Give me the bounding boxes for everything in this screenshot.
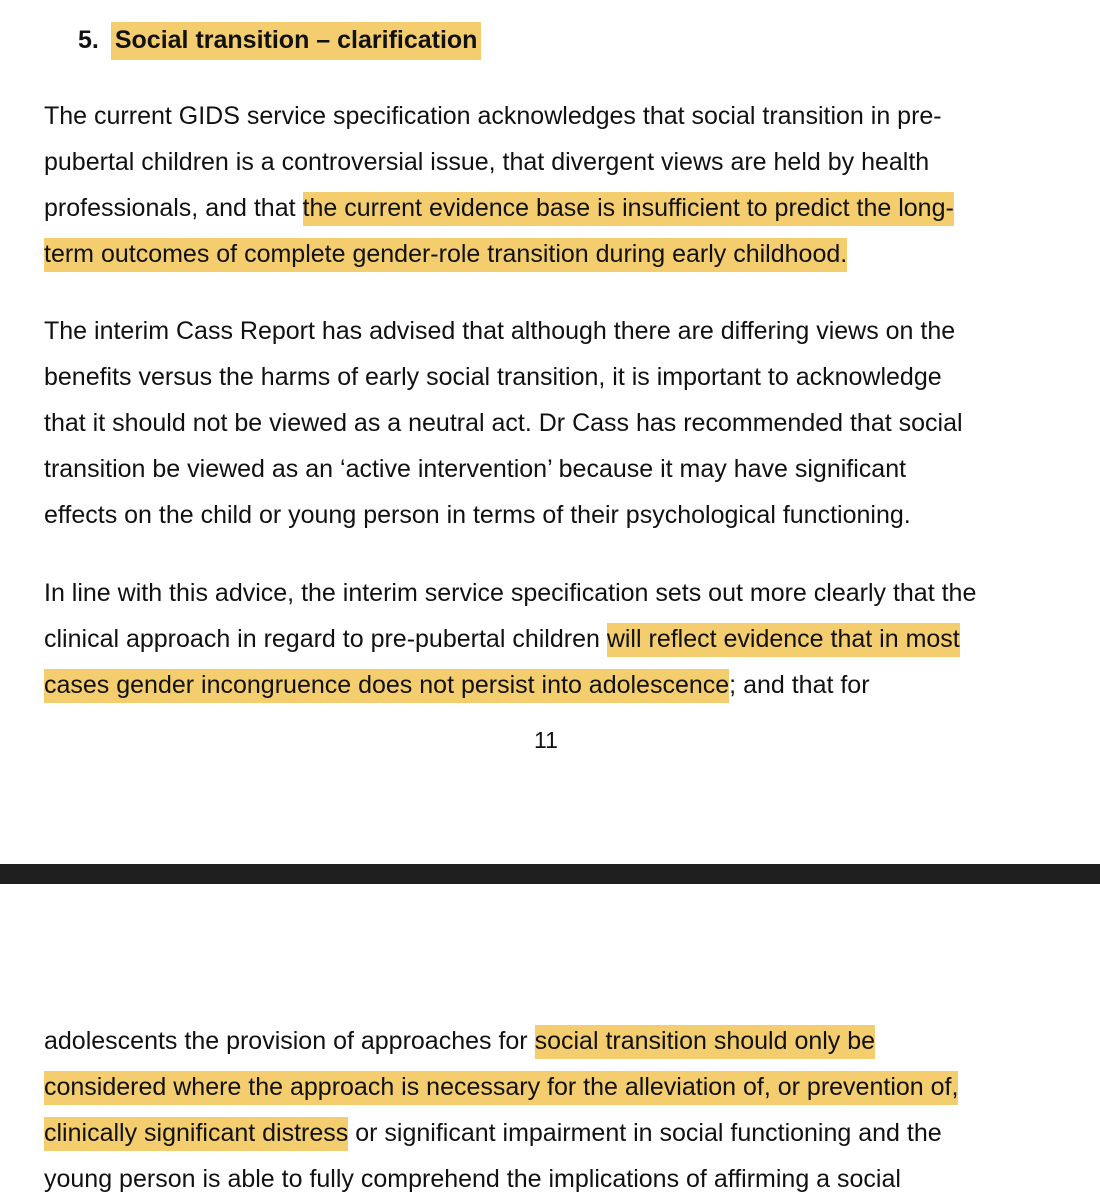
paragraph-1-line-3: professionals, and that the current evidence base is insufficient to predict the long- bbox=[44, 191, 954, 225]
section-number: 5. bbox=[78, 26, 99, 54]
paragraph-1-line-1: The current GIDS service specification acknowledges that social transition in pre- bbox=[44, 102, 942, 130]
page-2-line-2 bbox=[44, 1070, 958, 1104]
paragraph-3-line-2: clinical approach in regard to pre-pubertal children will reflect evidence that in most bbox=[44, 622, 960, 656]
section-heading bbox=[78, 22, 481, 58]
paragraph-3-line-1: In line with this advice, the interim service specification sets out more clearly that the bbox=[44, 579, 977, 607]
highlighted-text: considered where the approach is necessary for the alleviation of, or prevention of, bbox=[44, 1071, 958, 1105]
highlighted-text: will reflect evidence that in most bbox=[607, 623, 960, 657]
page-2-line-1: adolescents the provision of approaches for social transition should only be bbox=[44, 1024, 875, 1058]
paragraph-2-line-2: benefits versus the harms of early social transition, it is important to acknowledge bbox=[44, 363, 942, 391]
paragraph-1-line-4 bbox=[44, 237, 847, 271]
page-2-line-4: young person is able to fully comprehend the implications of affirming a social bbox=[44, 1165, 901, 1193]
paragraph-2-line-5: effects on the child or young person in terms of their psychological functioning. bbox=[44, 501, 911, 529]
page-break-divider bbox=[0, 864, 1100, 884]
paragraph-2-line-3: that it should not be viewed as a neutral act. Dr Cass has recommended that social bbox=[44, 409, 963, 437]
page-2-line-3: clinically significant distress or significant impairment in social functioning and the bbox=[44, 1116, 942, 1150]
paragraph-1-line-2: pubertal children is a controversial issue, that divergent views are held by health bbox=[44, 148, 930, 176]
paragraph-3-line-3: cases gender incongruence does not persist into adolescence; and that for bbox=[44, 668, 870, 702]
highlighted-text: cases gender incongruence does not persist into adolescence bbox=[44, 669, 729, 703]
page-number: 11 bbox=[534, 727, 558, 753]
highlighted-text: clinically significant distress bbox=[44, 1117, 348, 1151]
highlighted-text: social transition should only be bbox=[535, 1025, 875, 1059]
highlighted-text: the current evidence base is insufficient to predict the long- bbox=[303, 192, 954, 226]
highlighted-text: term outcomes of complete gender-role transition during early childhood. bbox=[44, 238, 847, 272]
paragraph-2-line-4: transition be viewed as an ‘active intervention’ because it may have significant bbox=[44, 455, 907, 483]
document-page-12 bbox=[0, 884, 1100, 1200]
section-title-highlighted: Social transition – clarification bbox=[111, 22, 482, 60]
paragraph-2-line-1: The interim Cass Report has advised that although there are differing views on the bbox=[44, 317, 956, 345]
